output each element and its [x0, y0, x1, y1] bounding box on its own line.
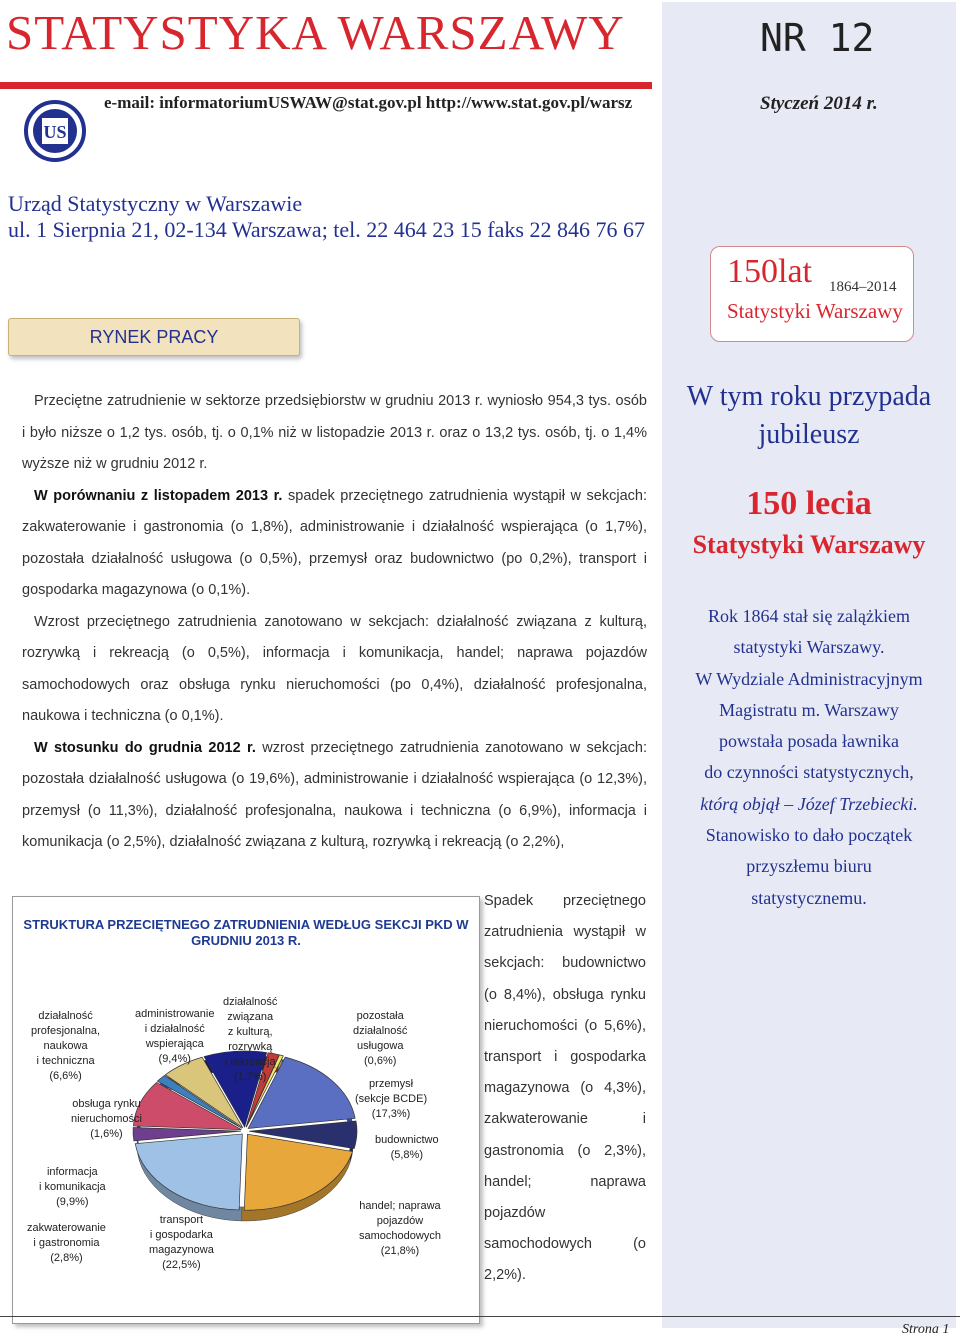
sidebar-heading: W tym roku przypada jubileusz: [686, 381, 932, 450]
label-administrowanie: administrowanie i działalność wspierająca (9,4%): [135, 1008, 215, 1065]
side-article: [484, 886, 646, 1292]
label-handel: handel; naprawa pojazdów samochodowych (21,8%): [359, 1200, 441, 1257]
pie-chart-frame: [12, 896, 480, 1324]
badge-subtitle: Statystyki Warszawy: [727, 299, 903, 323]
label-zakwaterowanie: zakwaterowanie i gastronomia (2,8%): [27, 1222, 106, 1264]
section-title-bar: [8, 318, 300, 356]
office-block: [8, 191, 645, 243]
sidebar-line: Rok 1864 stał się zalążkiem: [708, 606, 910, 626]
label-transport: transport i gospodarka magazynowa (22,5%): [149, 1214, 214, 1271]
sidebar-jubilee: 150 lecia: [746, 485, 872, 522]
label-przemysl: przemysł (sekcje BCDE) (17,3%): [355, 1078, 428, 1120]
sidebar-line: przyszłemu biuru: [746, 856, 872, 877]
footer-rule: [0, 1316, 960, 1317]
sidebar-line: Magistratu m. Warszawy: [719, 699, 899, 720]
sidebar-line: którą objął – Józef Trzebiecki.: [700, 793, 918, 814]
paragraph-2-body: spadek przeciętnego zatrudnienia wystąpił w sekcjach: zakwaterowanie i gastronomia (o 1,8%), administrowanie i działalność wspierająca (o 1,7%), pozostała działalność usługowa (o 0,5%), przemysł oraz budownictwo (po 0,2%), transport i gospodarka magazynowa (o 0,1%).: [22, 487, 647, 598]
paragraph-3: Wzrost przeciętnego zatrudnienia zanotowano w sekcjach: działalność związana z kulturą, rozrywką i rekreacją (o 0,5%), informacja i komunikacja, handel; naprawa pojazdów samochodowych oraz obsługa rynku nieruchomości (po 0,4%), działalność profesjonalna, naukowa i techniczna (o 0,1%).: [22, 613, 647, 724]
label-informacja: informacja i komunikacja (9,9%): [39, 1166, 106, 1208]
us-logo-icon: [20, 100, 90, 162]
chart-title: STRUKTURA PRZECIĘTNEGO ZATRUDNIENIA WEDŁUG SEKCJI PKD W GRUDNIU 2013 R.: [23, 917, 469, 948]
pie-slice-3: [135, 1134, 242, 1210]
badge-number: 150lat: [727, 253, 812, 290]
anniversary-badge: [710, 246, 914, 342]
office-address: ul. 1 Sierpnia 21, 02-134 Warszawa; tel. 22 464 23 15 faks 22 846 76 67: [8, 217, 645, 242]
sidebar-line: W Wydziale Administracyjnym: [695, 668, 923, 689]
label-profesjonalna: działalność profesjonalna, naukowa i techniczna (6,6%): [31, 1010, 101, 1082]
paragraph-4-body: wzrost przeciętnego zatrudnienia zanotowano w sekcjach: pozostała działalność usługowa (o 19,6%), administrowanie i działalność wspierająca (o 12,3%), przemysł (o 11,3%), działalność profesjonalna, naukowa i techniczna (o 6,9%), informacja i komunikacja (o 2,5%), działalność związana z kulturą, rozrywką i rekreacją (o 2,2%),: [22, 739, 647, 850]
side-article-text: Spadek przeciętnego zatrudnienia wystąpił w sekcjach: budownictwo (o 8,4%), obsługa rynku nieruchomości (o 5,6%), transport i gospodarka magazynowa (o 4,3%), zakwaterowanie i gastronomia (o 2,3%), handel; naprawa pojazdów samochodowych (o 2,2%).: [484, 893, 646, 1284]
sidebar-line: Stanowisko to dało początek: [705, 825, 913, 846]
main-article: [22, 386, 647, 859]
title-underline: [0, 82, 652, 89]
paragraph-2-lead: W porównaniu z listopadem 2013 r.: [34, 487, 283, 504]
page-number: Strona 1: [902, 1322, 950, 1337]
sidebar-text: [662, 601, 956, 914]
sidebar-line: powstała posada ławnika: [719, 731, 899, 752]
sidebar-line: statystyki Warszawy.: [733, 637, 885, 658]
issue-date: Styczeń 2014 r.: [760, 93, 878, 114]
contact-line[interactable]: e-mail: informatoriumUSWAW@stat.gov.pl http://www.stat.gov.pl/warsz: [104, 93, 633, 112]
label-pozostala: pozostała działalność usługowa (0,6%): [353, 1010, 408, 1067]
sidebar-line: do czynności statystycznych,: [704, 762, 914, 783]
masthead-title: STATYSTYKA WARSZAWY: [6, 5, 625, 60]
label-nieruchomosci: obsługa rynku nieruchomości (1,6%): [71, 1098, 142, 1140]
issue-number: NR 12: [760, 16, 875, 60]
sidebar-jubilee-subtitle: Statystyki Warszawy: [692, 530, 926, 559]
label-budownictwo: budownictwo (5,8%): [375, 1134, 439, 1161]
section-title: RYNEK PRACY: [89, 326, 219, 347]
svg-text:US: US: [43, 122, 67, 142]
office-name: Urząd Statystyczny w Warszawie: [8, 191, 303, 216]
badge-years: 1864–2014: [829, 279, 897, 295]
paragraph-4-lead: W stosunku do grudnia 2012 r.: [34, 739, 256, 756]
paragraph-4: [22, 733, 647, 859]
sidebar-line: statystycznemu.: [751, 887, 867, 908]
paragraph-2: [22, 481, 647, 607]
paragraph-1: Przeciętne zatrudnienie w sektorze przedsiębiorstw w grudniu 2013 r. wyniosło 954,3 tys. osób i było niższe o 1,2 tys. osób, tj. o 0,1% niż w listopadzie 2013 r. oraz o 13,2 tys. osób, tj. o 1,4% wyższe niż w grudniu 2012 r.: [22, 393, 647, 472]
label-kultura: działalność związana z kulturą, rozrywką i rekreacją (1,7%): [223, 996, 278, 1083]
